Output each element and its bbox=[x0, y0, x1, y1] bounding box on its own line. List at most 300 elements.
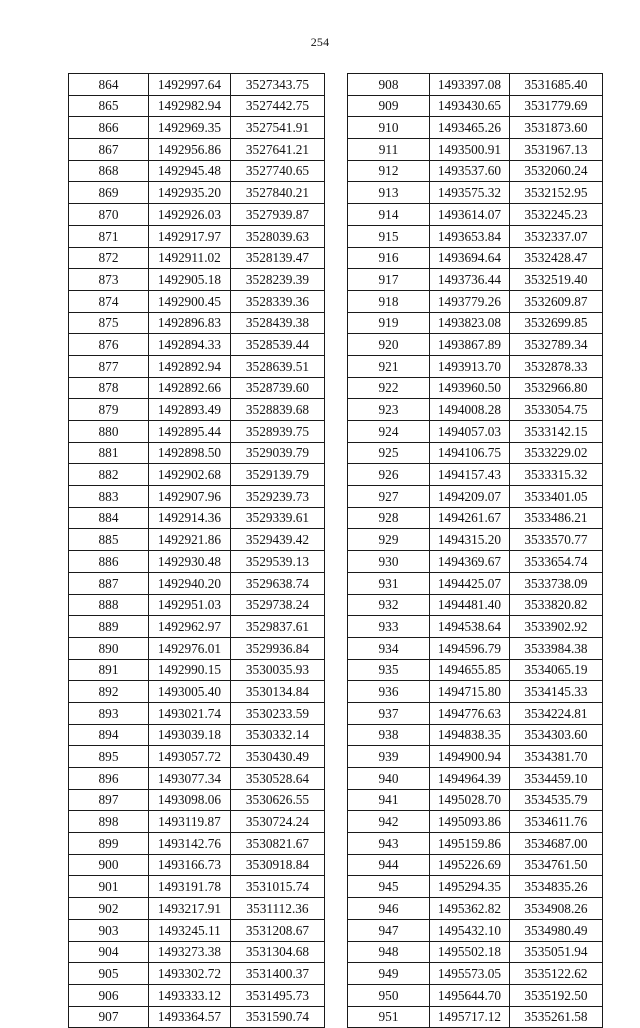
cell-x: 1494538.64 bbox=[430, 616, 510, 638]
table-row bbox=[69, 399, 325, 421]
cell-point: 882 bbox=[69, 464, 149, 486]
table-row bbox=[69, 377, 325, 399]
cell-point: 939 bbox=[348, 746, 430, 768]
cell-x: 1494838.35 bbox=[430, 724, 510, 746]
cell-point: 936 bbox=[348, 681, 430, 703]
cell-point: 940 bbox=[348, 768, 430, 790]
table-row bbox=[348, 529, 603, 551]
cell-y: 3529837.61 bbox=[231, 616, 325, 638]
cell-x: 1493430.65 bbox=[430, 95, 510, 117]
cell-y: 3530233.59 bbox=[231, 702, 325, 724]
cell-point: 865 bbox=[69, 95, 149, 117]
cell-point: 944 bbox=[348, 854, 430, 876]
cell-y: 3532152.95 bbox=[510, 182, 603, 204]
cell-point: 885 bbox=[69, 529, 149, 551]
table-row bbox=[348, 919, 603, 941]
cell-y: 3527541.91 bbox=[231, 117, 325, 139]
cell-x: 1493119.87 bbox=[149, 811, 231, 833]
cell-x: 1494425.07 bbox=[430, 572, 510, 594]
cell-point: 896 bbox=[69, 768, 149, 790]
table-row bbox=[348, 941, 603, 963]
cell-x: 1492962.97 bbox=[149, 616, 231, 638]
table-row bbox=[69, 768, 325, 790]
cell-y: 3530134.84 bbox=[231, 681, 325, 703]
cell-x: 1493537.60 bbox=[430, 160, 510, 182]
cell-point: 873 bbox=[69, 269, 149, 291]
cell-x: 1494900.94 bbox=[430, 746, 510, 768]
cell-x: 1495362.82 bbox=[430, 898, 510, 920]
coordinates-table-right bbox=[347, 73, 603, 1028]
cell-y: 3531873.60 bbox=[510, 117, 603, 139]
cell-point: 866 bbox=[69, 117, 149, 139]
cell-point: 902 bbox=[69, 898, 149, 920]
cell-point: 898 bbox=[69, 811, 149, 833]
cell-y: 3527442.75 bbox=[231, 95, 325, 117]
cell-x: 1492892.66 bbox=[149, 377, 231, 399]
table-row bbox=[348, 594, 603, 616]
table-row bbox=[69, 74, 325, 96]
cell-x: 1493575.32 bbox=[430, 182, 510, 204]
cell-x: 1494157.43 bbox=[430, 464, 510, 486]
cell-x: 1493021.74 bbox=[149, 702, 231, 724]
cell-y: 3529039.79 bbox=[231, 442, 325, 464]
table-row bbox=[348, 225, 603, 247]
cell-point: 941 bbox=[348, 789, 430, 811]
cell-x: 1493057.72 bbox=[149, 746, 231, 768]
cell-point: 895 bbox=[69, 746, 149, 768]
cell-y: 3534145.33 bbox=[510, 681, 603, 703]
table-row bbox=[69, 355, 325, 377]
table-row bbox=[69, 442, 325, 464]
cell-x: 1494008.28 bbox=[430, 399, 510, 421]
cell-point: 868 bbox=[69, 160, 149, 182]
table-row bbox=[69, 659, 325, 681]
cell-point: 917 bbox=[348, 269, 430, 291]
cell-x: 1493364.57 bbox=[149, 1006, 231, 1028]
cell-point: 884 bbox=[69, 507, 149, 529]
table-row bbox=[348, 616, 603, 638]
cell-point: 943 bbox=[348, 833, 430, 855]
cell-y: 3535051.94 bbox=[510, 941, 603, 963]
cell-x: 1494209.07 bbox=[430, 486, 510, 508]
table-row bbox=[69, 160, 325, 182]
cell-y: 3529239.73 bbox=[231, 486, 325, 508]
table-row bbox=[69, 507, 325, 529]
cell-y: 3532966.80 bbox=[510, 377, 603, 399]
table-row bbox=[348, 204, 603, 226]
cell-point: 949 bbox=[348, 963, 430, 985]
table-row bbox=[69, 182, 325, 204]
cell-y: 3534761.50 bbox=[510, 854, 603, 876]
table-row bbox=[348, 269, 603, 291]
table-row bbox=[69, 1006, 325, 1028]
table-row bbox=[348, 876, 603, 898]
cell-point: 919 bbox=[348, 312, 430, 334]
cell-x: 1493736.44 bbox=[430, 269, 510, 291]
table-row bbox=[69, 941, 325, 963]
cell-x: 1493273.38 bbox=[149, 941, 231, 963]
table-row bbox=[69, 919, 325, 941]
cell-y: 3532519.40 bbox=[510, 269, 603, 291]
table-row bbox=[348, 637, 603, 659]
cell-x: 1493098.06 bbox=[149, 789, 231, 811]
table-row bbox=[69, 139, 325, 161]
table-row bbox=[69, 95, 325, 117]
cell-x: 1492896.83 bbox=[149, 312, 231, 334]
cell-point: 951 bbox=[348, 1006, 430, 1028]
cell-point: 880 bbox=[69, 421, 149, 443]
cell-point: 950 bbox=[348, 984, 430, 1006]
table-row bbox=[69, 833, 325, 855]
table-row bbox=[69, 616, 325, 638]
cell-point: 874 bbox=[69, 290, 149, 312]
cell-y: 3533738.09 bbox=[510, 572, 603, 594]
cell-y: 3534835.26 bbox=[510, 876, 603, 898]
table-row bbox=[348, 74, 603, 96]
page-number: 254 bbox=[310, 35, 330, 49]
cell-y: 3531967.13 bbox=[510, 139, 603, 161]
table-row bbox=[69, 811, 325, 833]
cell-x: 1492911.02 bbox=[149, 247, 231, 269]
cell-x: 1495093.86 bbox=[430, 811, 510, 833]
cell-x: 1493913.70 bbox=[430, 355, 510, 377]
table-row bbox=[348, 898, 603, 920]
table-row bbox=[69, 225, 325, 247]
table-row bbox=[69, 204, 325, 226]
cell-point: 877 bbox=[69, 355, 149, 377]
cell-point: 869 bbox=[69, 182, 149, 204]
cell-y: 3531015.74 bbox=[231, 876, 325, 898]
cell-y: 3533315.32 bbox=[510, 464, 603, 486]
table-row bbox=[69, 334, 325, 356]
cell-x: 1492898.50 bbox=[149, 442, 231, 464]
table-row bbox=[348, 572, 603, 594]
cell-point: 888 bbox=[69, 594, 149, 616]
cell-y: 3528239.39 bbox=[231, 269, 325, 291]
cell-y: 3527641.21 bbox=[231, 139, 325, 161]
table-row bbox=[69, 551, 325, 573]
cell-y: 3530035.93 bbox=[231, 659, 325, 681]
cell-y: 3530724.24 bbox=[231, 811, 325, 833]
cell-y: 3528339.36 bbox=[231, 290, 325, 312]
cell-y: 3529936.84 bbox=[231, 637, 325, 659]
cell-point: 875 bbox=[69, 312, 149, 334]
cell-point: 928 bbox=[348, 507, 430, 529]
cell-x: 1493077.34 bbox=[149, 768, 231, 790]
cell-point: 938 bbox=[348, 724, 430, 746]
cell-y: 3531495.73 bbox=[231, 984, 325, 1006]
table-row bbox=[348, 854, 603, 876]
table-row bbox=[69, 984, 325, 1006]
cell-y: 3533229.02 bbox=[510, 442, 603, 464]
cell-x: 1494655.85 bbox=[430, 659, 510, 681]
cell-point: 889 bbox=[69, 616, 149, 638]
cell-point: 901 bbox=[69, 876, 149, 898]
cell-y: 3532060.24 bbox=[510, 160, 603, 182]
cell-x: 1492895.44 bbox=[149, 421, 231, 443]
cell-x: 1492921.86 bbox=[149, 529, 231, 551]
cell-point: 937 bbox=[348, 702, 430, 724]
cell-y: 3534535.79 bbox=[510, 789, 603, 811]
table-row bbox=[69, 681, 325, 703]
cell-x: 1495573.05 bbox=[430, 963, 510, 985]
cell-y: 3534611.76 bbox=[510, 811, 603, 833]
cell-x: 1492902.68 bbox=[149, 464, 231, 486]
cell-y: 3528639.51 bbox=[231, 355, 325, 377]
table-row bbox=[348, 811, 603, 833]
cell-y: 3529638.74 bbox=[231, 572, 325, 594]
cell-point: 904 bbox=[69, 941, 149, 963]
cell-y: 3531304.68 bbox=[231, 941, 325, 963]
table-row bbox=[348, 464, 603, 486]
cell-point: 931 bbox=[348, 572, 430, 594]
cell-point: 871 bbox=[69, 225, 149, 247]
cell-x: 1494715.80 bbox=[430, 681, 510, 703]
cell-y: 3533054.75 bbox=[510, 399, 603, 421]
cell-y: 3535261.58 bbox=[510, 1006, 603, 1028]
cell-point: 914 bbox=[348, 204, 430, 226]
table-row bbox=[348, 160, 603, 182]
cell-point: 921 bbox=[348, 355, 430, 377]
cell-x: 1493302.72 bbox=[149, 963, 231, 985]
table-row bbox=[348, 833, 603, 855]
cell-x: 1493779.26 bbox=[430, 290, 510, 312]
cell-x: 1492930.48 bbox=[149, 551, 231, 573]
cell-x: 1493867.89 bbox=[430, 334, 510, 356]
table-row bbox=[69, 290, 325, 312]
cell-x: 1492894.33 bbox=[149, 334, 231, 356]
table-row bbox=[69, 117, 325, 139]
table-row bbox=[348, 507, 603, 529]
cell-point: 913 bbox=[348, 182, 430, 204]
cell-x: 1493142.76 bbox=[149, 833, 231, 855]
cell-x: 1492900.45 bbox=[149, 290, 231, 312]
cell-x: 1494315.20 bbox=[430, 529, 510, 551]
table-row bbox=[348, 355, 603, 377]
cell-y: 3532428.47 bbox=[510, 247, 603, 269]
cell-x: 1493823.08 bbox=[430, 312, 510, 334]
cell-y: 3527343.75 bbox=[231, 74, 325, 96]
cell-point: 926 bbox=[348, 464, 430, 486]
cell-y: 3533142.15 bbox=[510, 421, 603, 443]
cell-x: 1493005.40 bbox=[149, 681, 231, 703]
cell-y: 3534980.49 bbox=[510, 919, 603, 941]
cell-x: 1493694.64 bbox=[430, 247, 510, 269]
table-row bbox=[348, 95, 603, 117]
cell-point: 893 bbox=[69, 702, 149, 724]
cell-x: 1492997.64 bbox=[149, 74, 231, 96]
cell-x: 1495159.86 bbox=[430, 833, 510, 855]
table-row bbox=[348, 139, 603, 161]
cell-x: 1492969.35 bbox=[149, 117, 231, 139]
cell-point: 872 bbox=[69, 247, 149, 269]
cell-y: 3530332.14 bbox=[231, 724, 325, 746]
cell-x: 1495028.70 bbox=[430, 789, 510, 811]
cell-point: 932 bbox=[348, 594, 430, 616]
table-row bbox=[69, 247, 325, 269]
cell-point: 930 bbox=[348, 551, 430, 573]
cell-x: 1493614.07 bbox=[430, 204, 510, 226]
table-row bbox=[69, 312, 325, 334]
cell-x: 1495717.12 bbox=[430, 1006, 510, 1028]
cell-y: 3530626.55 bbox=[231, 789, 325, 811]
table-row bbox=[69, 963, 325, 985]
cell-x: 1493191.78 bbox=[149, 876, 231, 898]
table-row bbox=[348, 702, 603, 724]
table-row bbox=[348, 963, 603, 985]
table-row bbox=[348, 421, 603, 443]
cell-y: 3531779.69 bbox=[510, 95, 603, 117]
cell-x: 1492905.18 bbox=[149, 269, 231, 291]
cell-point: 878 bbox=[69, 377, 149, 399]
cell-x: 1492917.97 bbox=[149, 225, 231, 247]
cell-point: 887 bbox=[69, 572, 149, 594]
cell-point: 909 bbox=[348, 95, 430, 117]
cell-y: 3529738.24 bbox=[231, 594, 325, 616]
cell-point: 876 bbox=[69, 334, 149, 356]
cell-y: 3534224.81 bbox=[510, 702, 603, 724]
cell-y: 3535192.50 bbox=[510, 984, 603, 1006]
cell-x: 1494057.03 bbox=[430, 421, 510, 443]
cell-point: 879 bbox=[69, 399, 149, 421]
cell-point: 918 bbox=[348, 290, 430, 312]
cell-point: 900 bbox=[69, 854, 149, 876]
cell-y: 3531685.40 bbox=[510, 74, 603, 96]
cell-x: 1494106.75 bbox=[430, 442, 510, 464]
table-row bbox=[69, 898, 325, 920]
cell-x: 1494776.63 bbox=[430, 702, 510, 724]
table-row bbox=[348, 312, 603, 334]
cell-x: 1492892.94 bbox=[149, 355, 231, 377]
cell-y: 3533984.38 bbox=[510, 637, 603, 659]
cell-y: 3531400.37 bbox=[231, 963, 325, 985]
table-row bbox=[348, 182, 603, 204]
cell-x: 1494481.40 bbox=[430, 594, 510, 616]
cell-y: 3534687.00 bbox=[510, 833, 603, 855]
cell-y: 3532699.85 bbox=[510, 312, 603, 334]
cell-y: 3527939.87 bbox=[231, 204, 325, 226]
cell-point: 945 bbox=[348, 876, 430, 898]
cell-point: 899 bbox=[69, 833, 149, 855]
cell-x: 1492982.94 bbox=[149, 95, 231, 117]
cell-point: 897 bbox=[69, 789, 149, 811]
cell-point: 907 bbox=[69, 1006, 149, 1028]
coordinates-table-left bbox=[68, 73, 325, 1028]
cell-y: 3532609.87 bbox=[510, 290, 603, 312]
cell-y: 3532337.07 bbox=[510, 225, 603, 247]
cell-y: 3531208.67 bbox=[231, 919, 325, 941]
cell-y: 3533570.77 bbox=[510, 529, 603, 551]
cell-point: 912 bbox=[348, 160, 430, 182]
cell-x: 1494261.67 bbox=[430, 507, 510, 529]
cell-x: 1495294.35 bbox=[430, 876, 510, 898]
cell-y: 3529439.42 bbox=[231, 529, 325, 551]
cell-point: 892 bbox=[69, 681, 149, 703]
table-row bbox=[348, 247, 603, 269]
table-row bbox=[69, 746, 325, 768]
cell-point: 886 bbox=[69, 551, 149, 573]
cell-x: 1492951.03 bbox=[149, 594, 231, 616]
table-row bbox=[348, 290, 603, 312]
cell-y: 3532789.34 bbox=[510, 334, 603, 356]
cell-y: 3531590.74 bbox=[231, 1006, 325, 1028]
table-row bbox=[69, 421, 325, 443]
table-row bbox=[69, 529, 325, 551]
cell-y: 3528839.68 bbox=[231, 399, 325, 421]
cell-y: 3533654.74 bbox=[510, 551, 603, 573]
cell-y: 3534908.26 bbox=[510, 898, 603, 920]
table-row bbox=[348, 984, 603, 1006]
cell-y: 3530528.64 bbox=[231, 768, 325, 790]
table-row bbox=[69, 789, 325, 811]
table-row bbox=[348, 789, 603, 811]
cell-x: 1493960.50 bbox=[430, 377, 510, 399]
table-row bbox=[69, 572, 325, 594]
table-row bbox=[348, 1006, 603, 1028]
cell-y: 3527740.65 bbox=[231, 160, 325, 182]
table-row bbox=[348, 377, 603, 399]
table-row bbox=[348, 551, 603, 573]
cell-point: 946 bbox=[348, 898, 430, 920]
table-row bbox=[69, 269, 325, 291]
cell-point: 934 bbox=[348, 637, 430, 659]
table-row bbox=[69, 464, 325, 486]
cell-x: 1495432.10 bbox=[430, 919, 510, 941]
cell-point: 923 bbox=[348, 399, 430, 421]
cell-y: 3530918.84 bbox=[231, 854, 325, 876]
cell-y: 3528439.38 bbox=[231, 312, 325, 334]
table-row bbox=[348, 746, 603, 768]
cell-y: 3533902.92 bbox=[510, 616, 603, 638]
table-row bbox=[69, 854, 325, 876]
cell-y: 3529539.13 bbox=[231, 551, 325, 573]
cell-point: 924 bbox=[348, 421, 430, 443]
cell-point: 929 bbox=[348, 529, 430, 551]
cell-x: 1493217.91 bbox=[149, 898, 231, 920]
cell-point: 894 bbox=[69, 724, 149, 746]
table-row bbox=[348, 117, 603, 139]
cell-y: 3532245.23 bbox=[510, 204, 603, 226]
cell-x: 1492907.96 bbox=[149, 486, 231, 508]
cell-x: 1492893.49 bbox=[149, 399, 231, 421]
cell-x: 1492926.03 bbox=[149, 204, 231, 226]
table-row bbox=[69, 876, 325, 898]
cell-y: 3534065.19 bbox=[510, 659, 603, 681]
cell-point: 910 bbox=[348, 117, 430, 139]
table-row bbox=[69, 486, 325, 508]
cell-x: 1492945.48 bbox=[149, 160, 231, 182]
cell-point: 942 bbox=[348, 811, 430, 833]
cell-point: 867 bbox=[69, 139, 149, 161]
cell-point: 947 bbox=[348, 919, 430, 941]
cell-point: 903 bbox=[69, 919, 149, 941]
cell-y: 3531112.36 bbox=[231, 898, 325, 920]
cell-point: 864 bbox=[69, 74, 149, 96]
cell-y: 3534459.10 bbox=[510, 768, 603, 790]
cell-y: 3527840.21 bbox=[231, 182, 325, 204]
cell-point: 890 bbox=[69, 637, 149, 659]
cell-point: 935 bbox=[348, 659, 430, 681]
cell-x: 1493465.26 bbox=[430, 117, 510, 139]
cell-y: 3528739.60 bbox=[231, 377, 325, 399]
table-row bbox=[69, 702, 325, 724]
cell-x: 1494369.67 bbox=[430, 551, 510, 573]
cell-point: 933 bbox=[348, 616, 430, 638]
cell-x: 1494964.39 bbox=[430, 768, 510, 790]
table-row bbox=[69, 637, 325, 659]
cell-x: 1492976.01 bbox=[149, 637, 231, 659]
cell-y: 3530821.67 bbox=[231, 833, 325, 855]
